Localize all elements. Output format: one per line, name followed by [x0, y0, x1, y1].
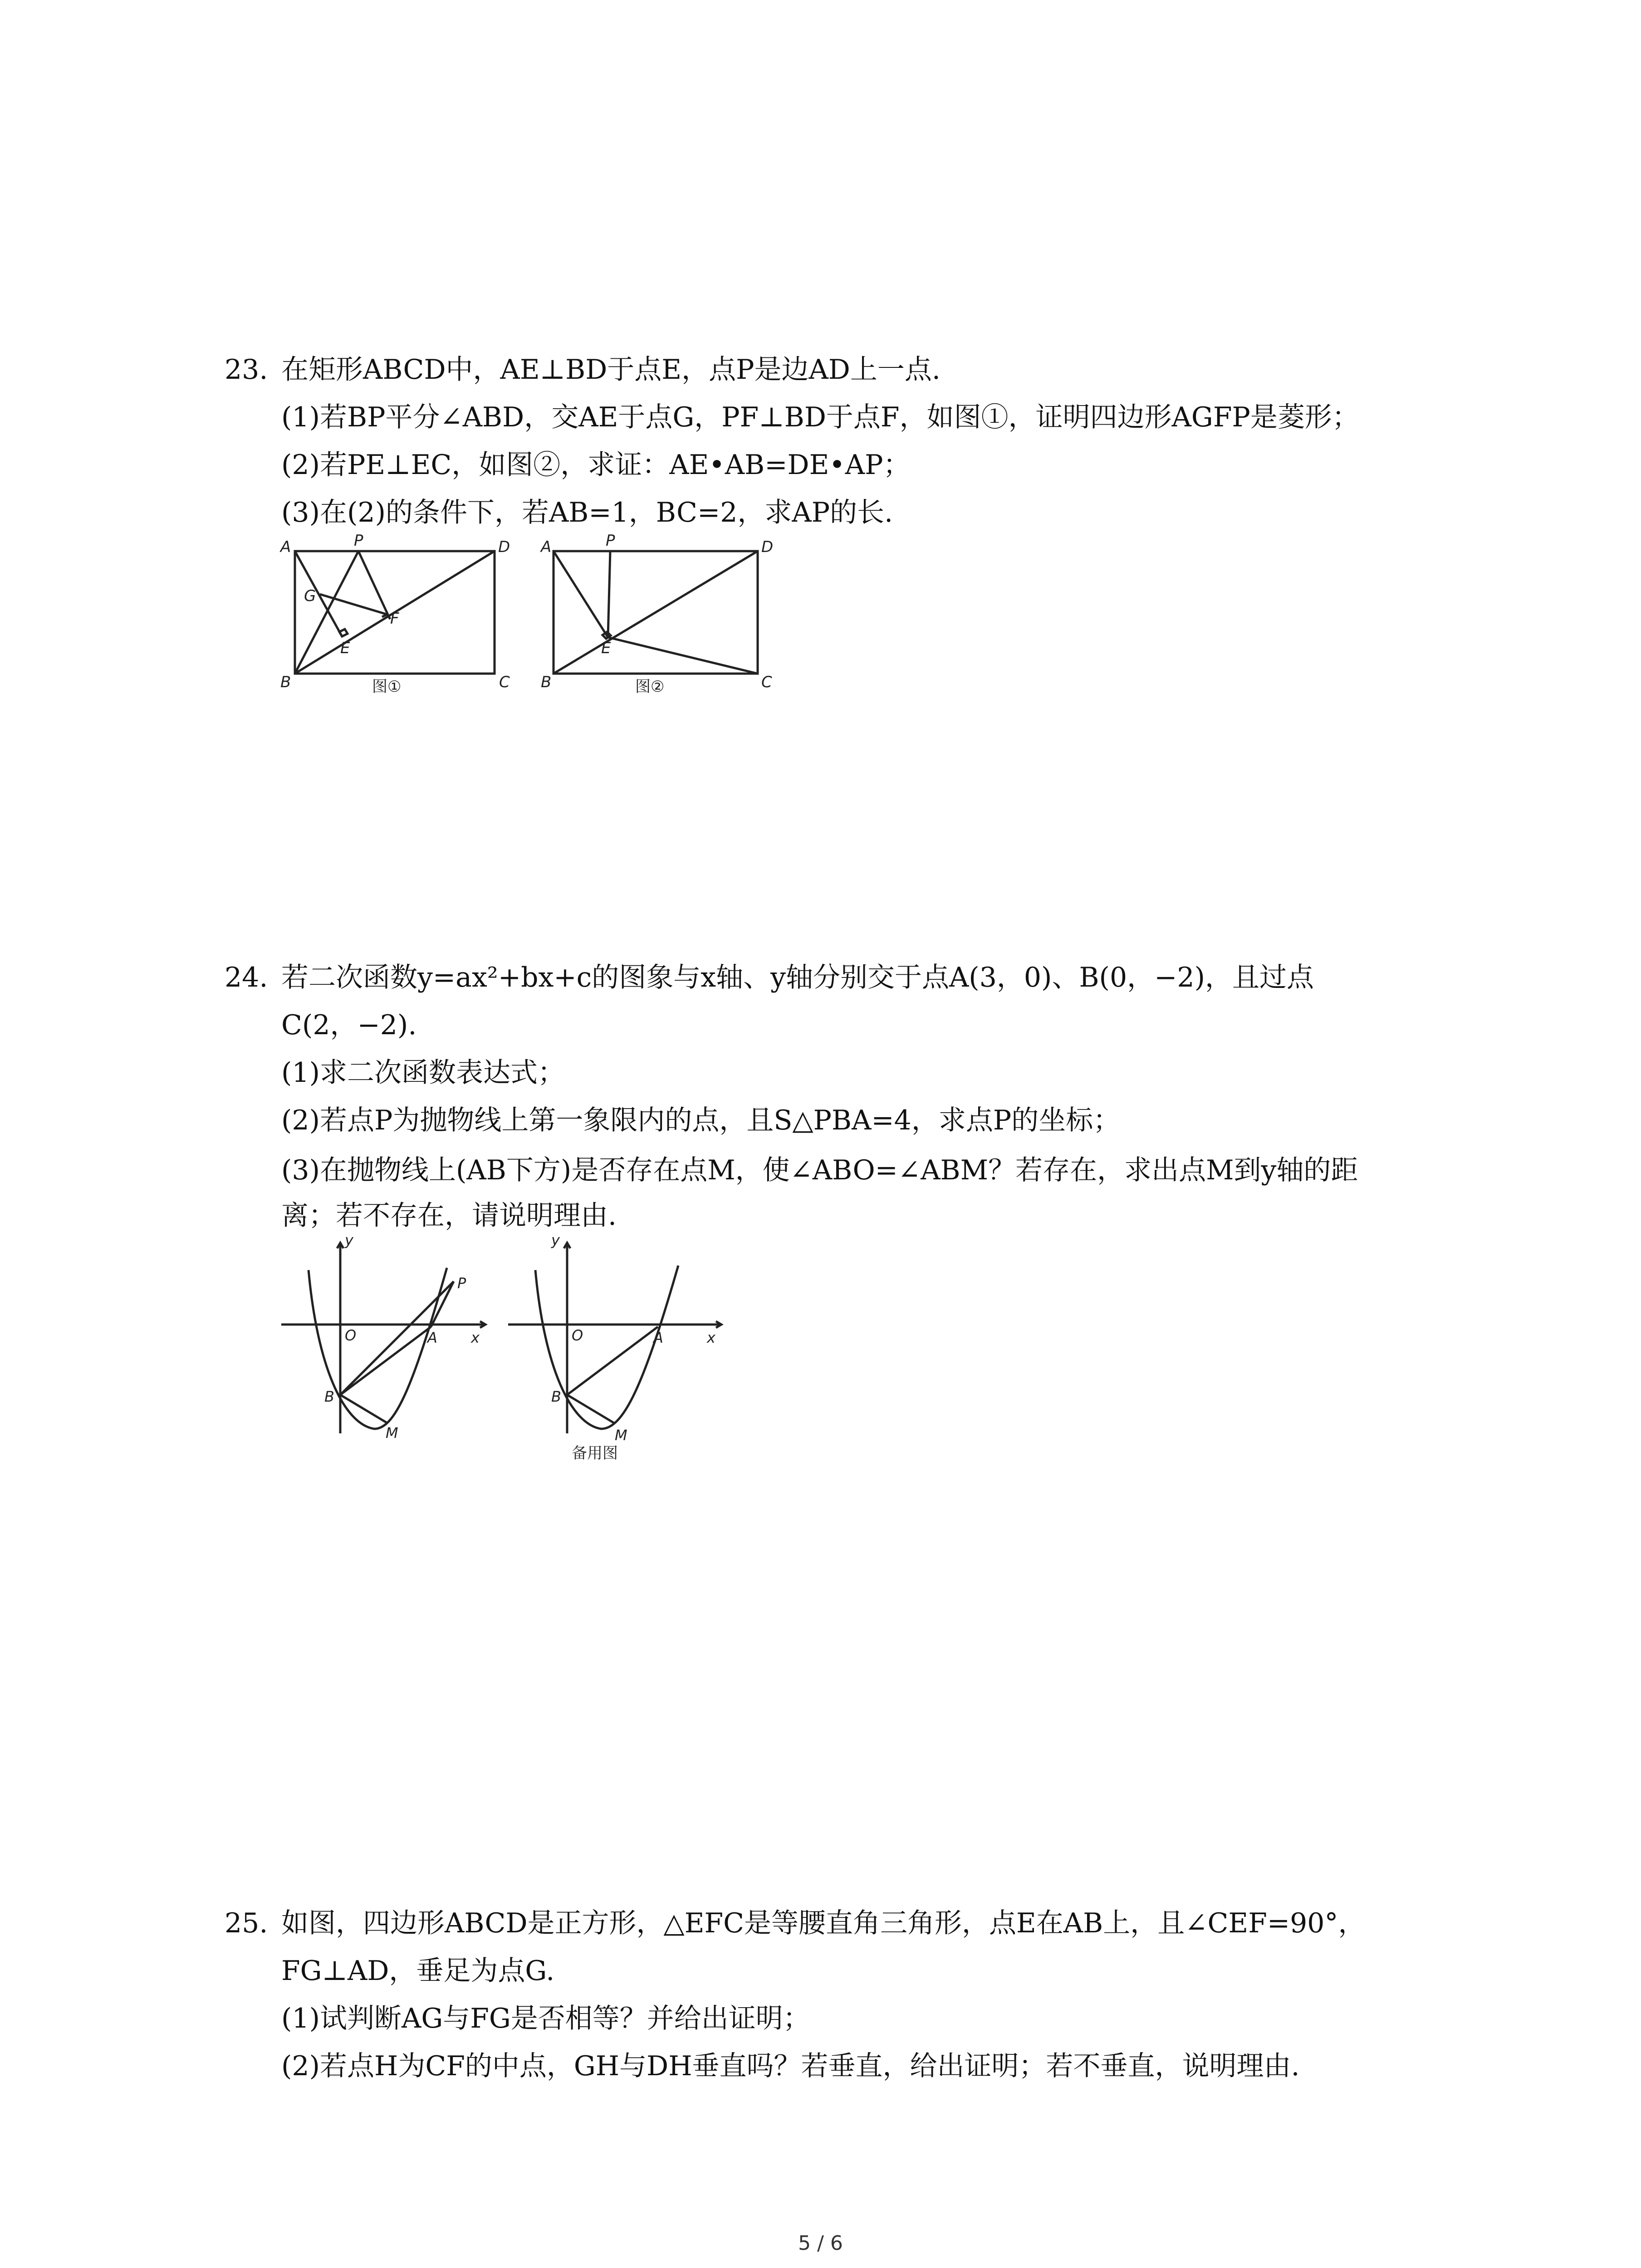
problem-stem: 若二次函数y=ax²+bx+c的图象与x轴、y轴分别交于点A(3，0)、B(0，−2)，且过点: [281, 962, 1314, 993]
page-number: 5 / 6: [798, 2232, 843, 2255]
point-label: E: [601, 639, 611, 657]
figure-parabola-spare: [504, 1234, 730, 1461]
point-label: E: [340, 639, 350, 657]
figure-caption: 图②: [635, 678, 665, 696]
part-2: (2)若点P为抛物线上第一象限内的点，且S△PBA=4，求点P的坐标；: [281, 1105, 1121, 1136]
part-2: (2)若PE⊥EC，如图②，求证：AE•AB=DE•AP；: [281, 449, 911, 481]
point-label: M: [615, 1427, 627, 1444]
point-label: B: [541, 673, 552, 691]
axis-label-x: x: [707, 1329, 715, 1346]
problem-stem-continued: FG⊥AD，垂足为点G.: [281, 1955, 555, 1987]
point-label: M: [386, 1424, 398, 1442]
point-label: A: [541, 538, 552, 556]
figure-caption: 备用图: [572, 1444, 618, 1462]
point-label: P: [457, 1275, 466, 1292]
point-label: C: [761, 673, 772, 691]
part-1: (1)试判断AG与FG是否相等？并给出证明；: [281, 2003, 810, 2034]
axis-label-y: y: [345, 1232, 353, 1249]
point-label: P: [354, 532, 363, 550]
point-label: P: [606, 532, 615, 550]
part-1: (1)求二次函数表达式；: [281, 1057, 565, 1089]
problem-number: 23.: [225, 354, 268, 386]
point-label: C: [499, 673, 510, 691]
origin-label: O: [345, 1327, 357, 1344]
problem-stem: 如图，四边形ABCD是正方形，△EFC是等腰直角三角形，点E在AB上，且∠CEF=90°，: [281, 1907, 1366, 1939]
point-label: A: [427, 1329, 437, 1346]
point-label: B: [551, 1388, 561, 1405]
figure-1-rectangle: [277, 533, 513, 696]
point-label: G: [304, 587, 316, 605]
problem-number: 24.: [225, 962, 268, 993]
point-label: A: [653, 1329, 663, 1346]
problem-number: 25.: [225, 1907, 268, 1939]
part-2: (2)若点H为CF的中点，GH与DH垂直吗？若垂直，给出证明；若不垂直，说明理由.: [281, 2050, 1300, 2082]
point-label: D: [498, 538, 510, 556]
origin-label: O: [572, 1327, 583, 1344]
part-3-continued: 离；若不存在，请说明理由.: [281, 1200, 617, 1232]
axis-label-y: y: [551, 1232, 560, 1249]
problem-stem-continued: C(2，−2).: [281, 1009, 417, 1041]
part-3: (3)在(2)的条件下，若AB=1，BC=2，求AP的长.: [281, 497, 893, 528]
point-label: A: [280, 538, 291, 556]
part-1: (1)若BP平分∠ABD，交AE于点G，PF⊥BD于点F，如图①，证明四边形AGFP是菱形；: [281, 401, 1359, 433]
point-label: D: [761, 538, 774, 556]
figure-2-rectangle: [540, 533, 776, 696]
figure-caption: 图①: [372, 678, 402, 696]
problem-stem: 在矩形ABCD中，AE⊥BD于点E，点P是边AD上一点.: [281, 354, 941, 386]
axis-label-x: x: [471, 1329, 480, 1346]
point-label: B: [280, 673, 291, 691]
point-label: F: [390, 610, 399, 628]
part-3: (3)在抛物线上(AB下方)是否存在点M，使∠ABO=∠ABM？若存在，求出点M到y轴的距: [281, 1154, 1358, 1186]
point-label: B: [324, 1388, 334, 1405]
figure-parabola: [277, 1234, 490, 1442]
